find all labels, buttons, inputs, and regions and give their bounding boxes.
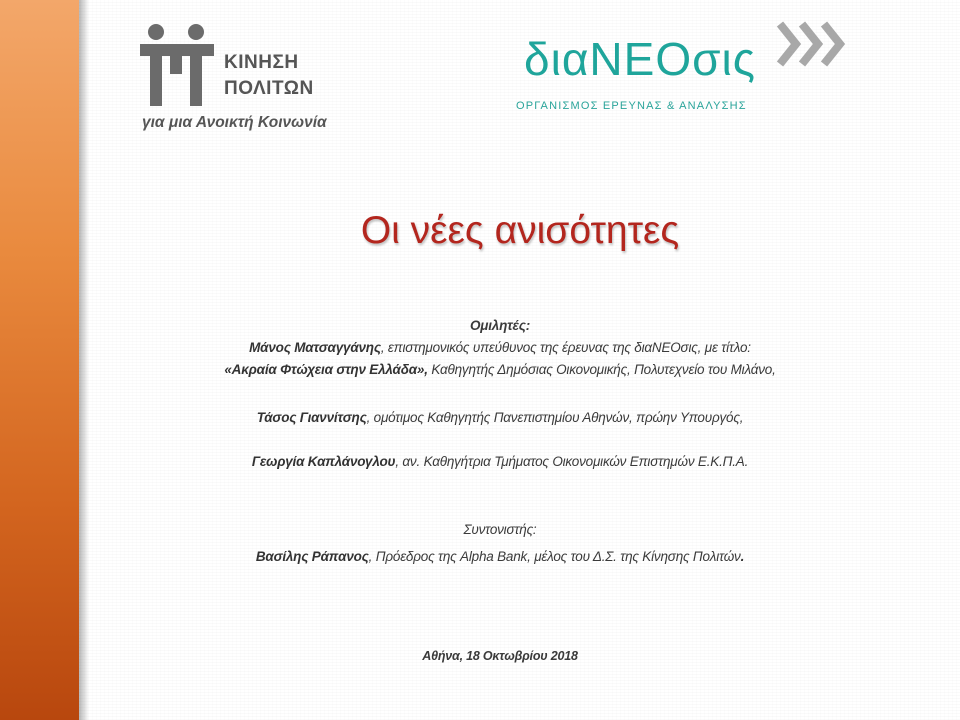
kinisi-figures-icon	[136, 22, 226, 112]
speaker-2-name: Τάσος Γιαννίτσης	[256, 410, 367, 425]
speakers-label: Ομιλητές:	[469, 318, 530, 333]
speaker-2-desc: , ομότιμος Καθηγητής Πανεπιστημίου Αθηνών, πρώην Υπουργός,	[366, 410, 744, 425]
orange-sidebar	[0, 0, 79, 720]
kinisi-line2: ΠΟΛΙΤΩΝ	[224, 78, 314, 99]
slide-title: Οι νέες ανισότητες	[360, 209, 680, 252]
coordinator-name: Βασίλης Ράπανος	[255, 549, 369, 564]
speaker-3-name: Γεωργία Καπλάνογλου	[251, 454, 396, 469]
sidebar-shadow	[79, 0, 89, 720]
dianeosis-caps: NEO	[589, 33, 693, 85]
kinisi-politon-logo	[136, 22, 352, 140]
chevrons-icon	[776, 20, 856, 70]
kinisi-subtitle: για μια Ανοικτή Κοινωνία	[142, 114, 327, 131]
event-date: Αθήνα, 18 Οκτωβρίου 2018	[422, 649, 578, 663]
dianeosis-suffix: σις	[692, 33, 756, 85]
coordinator-line	[100, 549, 900, 564]
dianeosis-prefix: δια	[524, 33, 590, 85]
speaker-1-name: Μάνος Ματσαγγάνης	[249, 340, 381, 355]
speaker-1-line	[100, 340, 900, 355]
speaker-1-role-line	[100, 362, 900, 377]
kinisi-line1: ΚΙΝΗΣΗ	[224, 52, 299, 73]
report-title: «Ακραία Φτώχεια στην Ελλάδα»,	[224, 362, 428, 377]
speaker-1-role: Καθηγητής Δημόσιας Οικονομικής, Πολυτεχνείο του Μιλάνο,	[427, 362, 776, 377]
dianeosis-wordmark	[524, 32, 756, 86]
speaker-2-line	[100, 410, 900, 425]
coordinator-label: Συντονιστής:	[463, 522, 537, 537]
dianeosis-logo	[516, 20, 854, 120]
speaker-3-line	[100, 454, 900, 469]
dianeosis-subtitle: ΟΡΓΑΝΙΣΜΟΣ ΕΡΕΥΝΑΣ & ΑΝΑΛΥΣΗΣ	[516, 100, 747, 112]
speaker-1-desc: , επιστημονικός υπεύθυνος της έρευνας της διαNEOσις, με τίτλο:	[380, 340, 751, 355]
coordinator-end: .	[740, 549, 745, 564]
speaker-3-desc: , αν. Καθηγήτρια Τμήματος Οικονομικών Επιστημών Ε.Κ.Π.Α.	[395, 454, 749, 469]
coordinator-desc: , Πρόεδρος της Alpha Bank, μέλος του Δ.Σ. της Κίνησης Πολιτών	[368, 549, 741, 564]
